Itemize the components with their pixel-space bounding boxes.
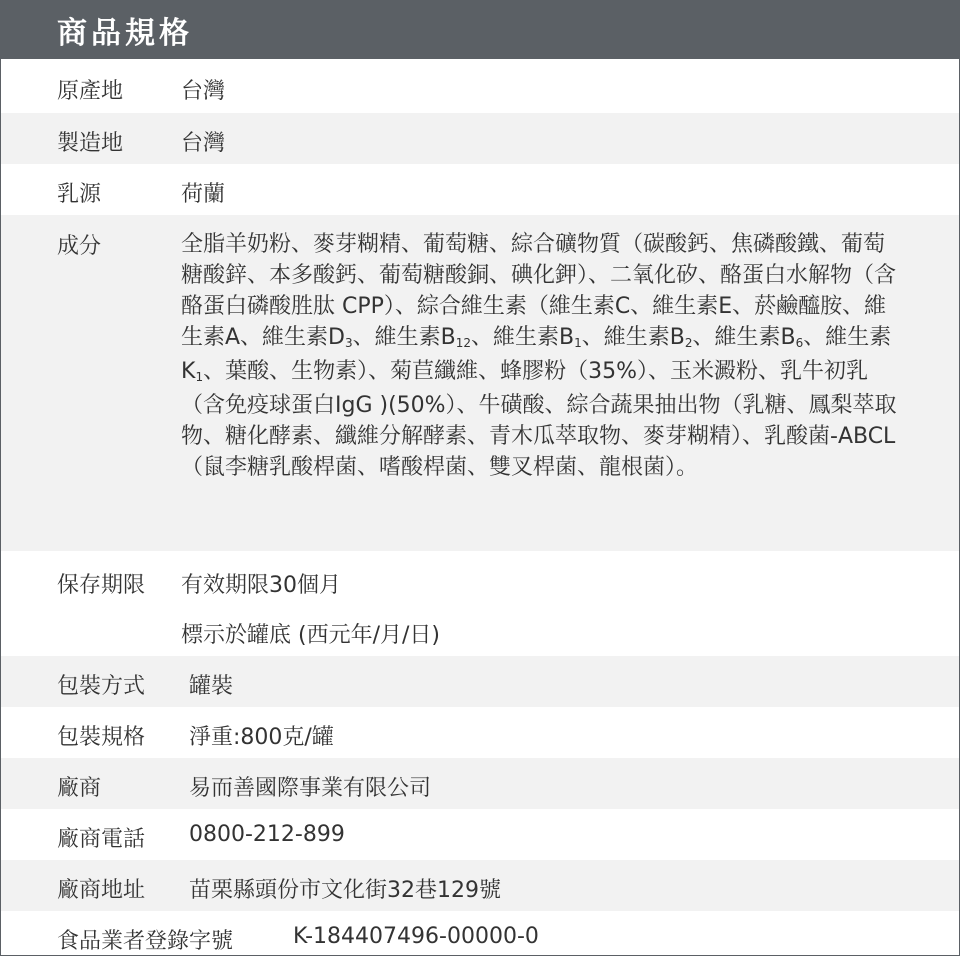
row-phone <box>1 809 959 860</box>
license-label: 食品業者登錄字號 <box>57 929 234 954</box>
row-license <box>1 911 959 956</box>
address-value: 苗栗縣頭份市文化街32巷129號 <box>189 878 501 903</box>
packaging-value: 罐裝 <box>189 674 234 699</box>
shelf-life-value: 有效期限30個月 <box>181 573 341 598</box>
spec-header <box>1 1 959 59</box>
license-value: K-184407496-00000-0 <box>293 924 539 949</box>
shelf-life-note: 標示於罐底 (西元年/月/日) <box>181 623 440 648</box>
ingredients-sub-6: 1 <box>195 370 204 384</box>
ingredients-sub-4: 2 <box>684 336 693 350</box>
manufacturer-label: 廠商 <box>57 776 102 801</box>
ingredients-text-7: 、葉酸、生物素）、菊苣纖維、蜂膠粉（35%）、玉米澱粉、乳牛初乳（含免疫球蛋白IgG )(50%）、牛磺酸、綜合蔬果抽出物（乳糖、鳳梨萃取物、糖化酵素、纖維分解酵素、青木瓜萃取物、麥芽糊精）、乳酸菌-ABCL（鼠李糖乳酸桿菌、嗜酸桿菌、雙叉桿菌、龍根菌）。 <box>181 359 897 480</box>
ingredients-text-1: 全脂羊奶粉、麥芽糊精、葡萄糖、綜合礦物質（碳酸鈣、焦磷酸鐵、葡萄糖酸鋅、本多酸鈣、葡萄糖酸銅、碘化鉀）、二氧化矽、酪蛋白水解物（含酪蛋白磷酸胜肽 CPP）、綜合維生素（維生素C、維生素E、菸鹼醯胺、維生素A、維生素D <box>181 232 897 350</box>
milk-source-value: 荷蘭 <box>181 182 226 207</box>
spec-title: 商品規格 <box>57 16 193 51</box>
manufacture-value: 台灣 <box>181 131 226 156</box>
phone-label: 廠商電話 <box>57 827 146 852</box>
row-origin <box>1 59 959 113</box>
row-manufacture <box>1 113 959 164</box>
ingredients-text-2: 、維生素B <box>352 325 456 350</box>
address-label: 廠商地址 <box>57 878 146 903</box>
ingredients-text-3: 、維生素B <box>471 325 575 350</box>
manufacture-label: 製造地 <box>57 131 124 156</box>
packaging-label: 包裝方式 <box>57 674 146 699</box>
row-spec <box>1 707 959 758</box>
row-milk-source <box>1 164 959 215</box>
phone-value: 0800-212-899 <box>189 822 345 847</box>
row-ingredients <box>1 215 959 551</box>
ingredients-sub-3: 1 <box>574 336 582 350</box>
manufacturer-value: 易而善國際事業有限公司 <box>189 776 432 801</box>
row-address <box>1 860 959 911</box>
ingredients-sub-5: 6 <box>795 336 804 350</box>
ingredients-sub-1: 3 <box>345 336 353 350</box>
origin-value: 台灣 <box>181 79 226 104</box>
row-manufacturer <box>1 758 959 809</box>
origin-label: 原產地 <box>57 79 124 104</box>
spec-label: 包裝規格 <box>57 725 146 750</box>
milk-source-label: 乳源 <box>57 182 102 207</box>
row-shelf-life <box>1 551 959 656</box>
ingredients-value <box>181 229 901 483</box>
ingredients-text-6: 、維生素K <box>181 325 892 384</box>
ingredients-label: 成分 <box>57 234 102 259</box>
ingredients-text-5: 、維生素B <box>692 325 796 350</box>
spec-value: 淨重:800克/罐 <box>189 725 334 750</box>
shelf-life-label: 保存期限 <box>57 573 146 598</box>
ingredients-sub-2: 12 <box>455 336 472 350</box>
row-packaging <box>1 656 959 707</box>
ingredients-text-4: 、維生素B <box>581 325 685 350</box>
